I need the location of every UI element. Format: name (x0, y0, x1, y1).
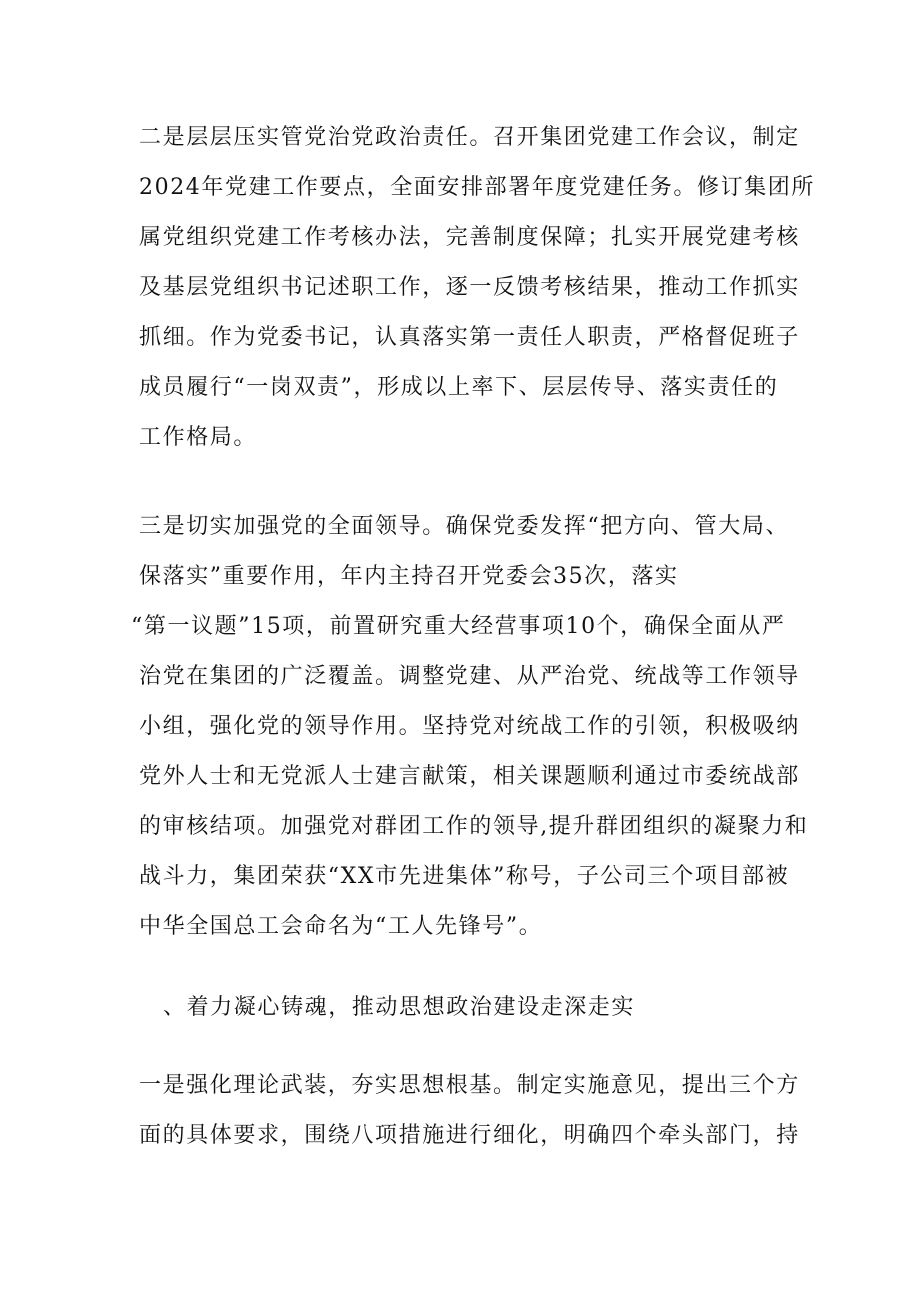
text-line: 党外人士和无党派人士建言献策，相关课题顺利通过市委统战部 (139, 764, 800, 789)
text-line: 保落实”重要作用，年内主持召开党委会35次，落实 (139, 564, 679, 589)
text-line: 中华全国总工会命名为“工人先锋号”。 (139, 914, 543, 939)
text-line: 小组，强化党的领导作用。坚持党对统战工作的引领，积极吸纳 (139, 714, 800, 739)
text-line: 一是强化理论武装，夯实思想根基。制定实施意见，提出三个方 (139, 1073, 800, 1098)
text-line: 成员履行“一岗双责”，形成以上率下、层层传导、落实责任的 (139, 375, 779, 400)
text-line: 面的具体要求，围绕八项措施进行细化，明确四个牵头部门，持 (139, 1123, 800, 1148)
heading-line: 、着力凝心铸魂，推动思想政治建设走深走实 (163, 995, 636, 1020)
text-line: 治党在集团的广泛覆盖。调整党建、从严治党、统战等工作领导 (139, 664, 800, 689)
text-line: 战斗力，集团荣获“XX市先进集体”称号，子公司三个项目部被 (139, 864, 790, 889)
text-line: 2024年党建工作要点，全面安排部署年度党建任务。修订集团所 (139, 175, 815, 200)
text-line: 的审核结项。加强党对群团工作的领导,提升群团组织的凝聚力和 (139, 814, 809, 839)
text-line: “第一议题”15项，前置研究重大经营事项10个，确保全面从严 (131, 614, 786, 639)
text-line: 抓细。作为党委书记，认真落实第一责任人职责，严格督促班子 (139, 325, 800, 350)
text-line: 属党组织党建工作考核办法，完善制度保障；扎实开展党建考核 (139, 225, 800, 250)
text-line: 三是切实加强党的全面领导。确保党委发挥“把方向、管大局、 (139, 514, 790, 539)
text-line: 二是层层压实管党治党政治责任。召开集团党建工作会议，制定 (139, 125, 800, 150)
text-line: 工作格局。 (139, 425, 258, 450)
text-line: 及基层党组织书记述职工作，逐一反馈考核结果，推动工作抓实 (139, 275, 800, 300)
